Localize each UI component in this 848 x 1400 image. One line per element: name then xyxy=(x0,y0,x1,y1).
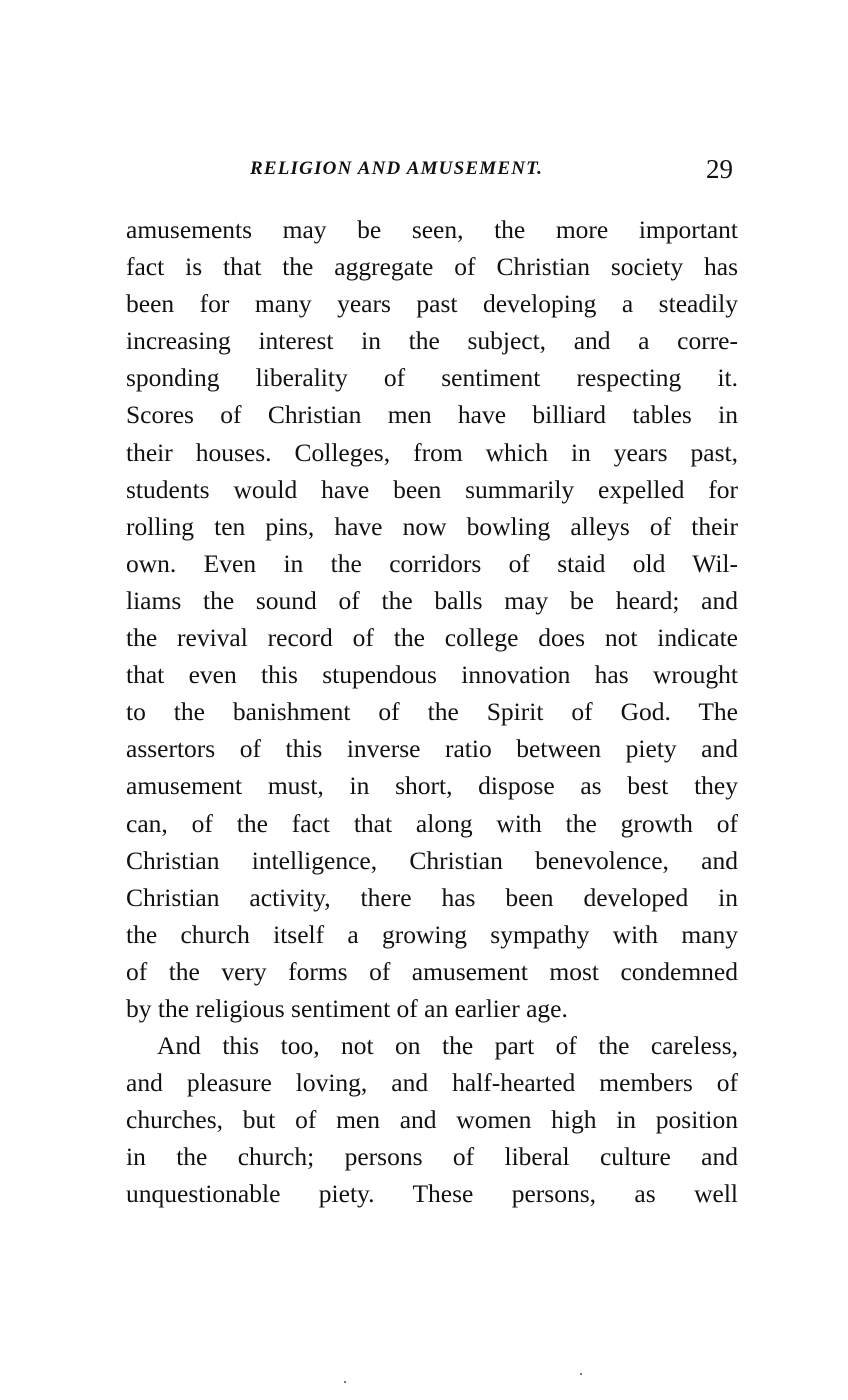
text-line: rolling ten pins, have now bowling alleys of their xyxy=(126,511,738,541)
text-line: students would have been summarily expelled for xyxy=(126,474,738,504)
text-line: increasing interest in the subject, and a corre- xyxy=(126,326,738,356)
text-line: Christian intelligence, Christian benevolence, and xyxy=(126,845,738,875)
text-line: and pleasure loving, and half-hearted members of xyxy=(126,1068,738,1098)
text-line: liams the sound of the balls may be heard; and xyxy=(126,585,738,615)
running-head-title: RELIGION AND AMUSEMENT. xyxy=(250,158,544,179)
text-line: the revival record of the college does not indicate xyxy=(126,623,738,653)
text-line: that even this stupendous innovation has wrought xyxy=(126,660,738,690)
text-line: amusement must, in short, dispose as best they xyxy=(126,771,738,801)
text-line: Scores of Christian men have billiard tables in xyxy=(126,400,738,430)
text-line: unquestionable piety. These persons, as well xyxy=(126,1179,738,1209)
scan-speck xyxy=(344,1381,346,1383)
text-line: their houses. Colleges, from which in years past, xyxy=(126,437,738,467)
page-number: 29 xyxy=(706,154,733,184)
text-line: to the banishment of the Spirit of God. The xyxy=(126,697,738,727)
text-line: fact is that the aggregate of Christian society has xyxy=(126,252,738,282)
text-line: assertors of this inverse ratio between piety and xyxy=(126,734,738,764)
text-line: amusements may be seen, the more important xyxy=(126,215,738,244)
text-line: own. Even in the corridors of staid old Wil- xyxy=(126,548,738,578)
text-line: And this too, not on the part of the careless, xyxy=(157,1031,738,1061)
text-line: churches, but of men and women high in position xyxy=(126,1105,738,1135)
text-line: of the very forms of amusement most condemned xyxy=(126,956,738,986)
body-text xyxy=(126,211,738,1213)
text-line: sponding liberality of sentiment respecting it. xyxy=(126,363,738,393)
text-line: can, of the fact that along with the growth of xyxy=(126,808,738,838)
text-line: in the church; persons of liberal culture and xyxy=(126,1142,738,1172)
text-line: been for many years past developing a steadily xyxy=(126,289,738,319)
text-line: by the religious sentiment of an earlier age. xyxy=(126,993,568,1023)
text-line: the church itself a growing sympathy with many xyxy=(126,919,738,949)
scan-speck xyxy=(580,1373,582,1375)
text-line: Christian activity, there has been developed in xyxy=(126,882,738,912)
